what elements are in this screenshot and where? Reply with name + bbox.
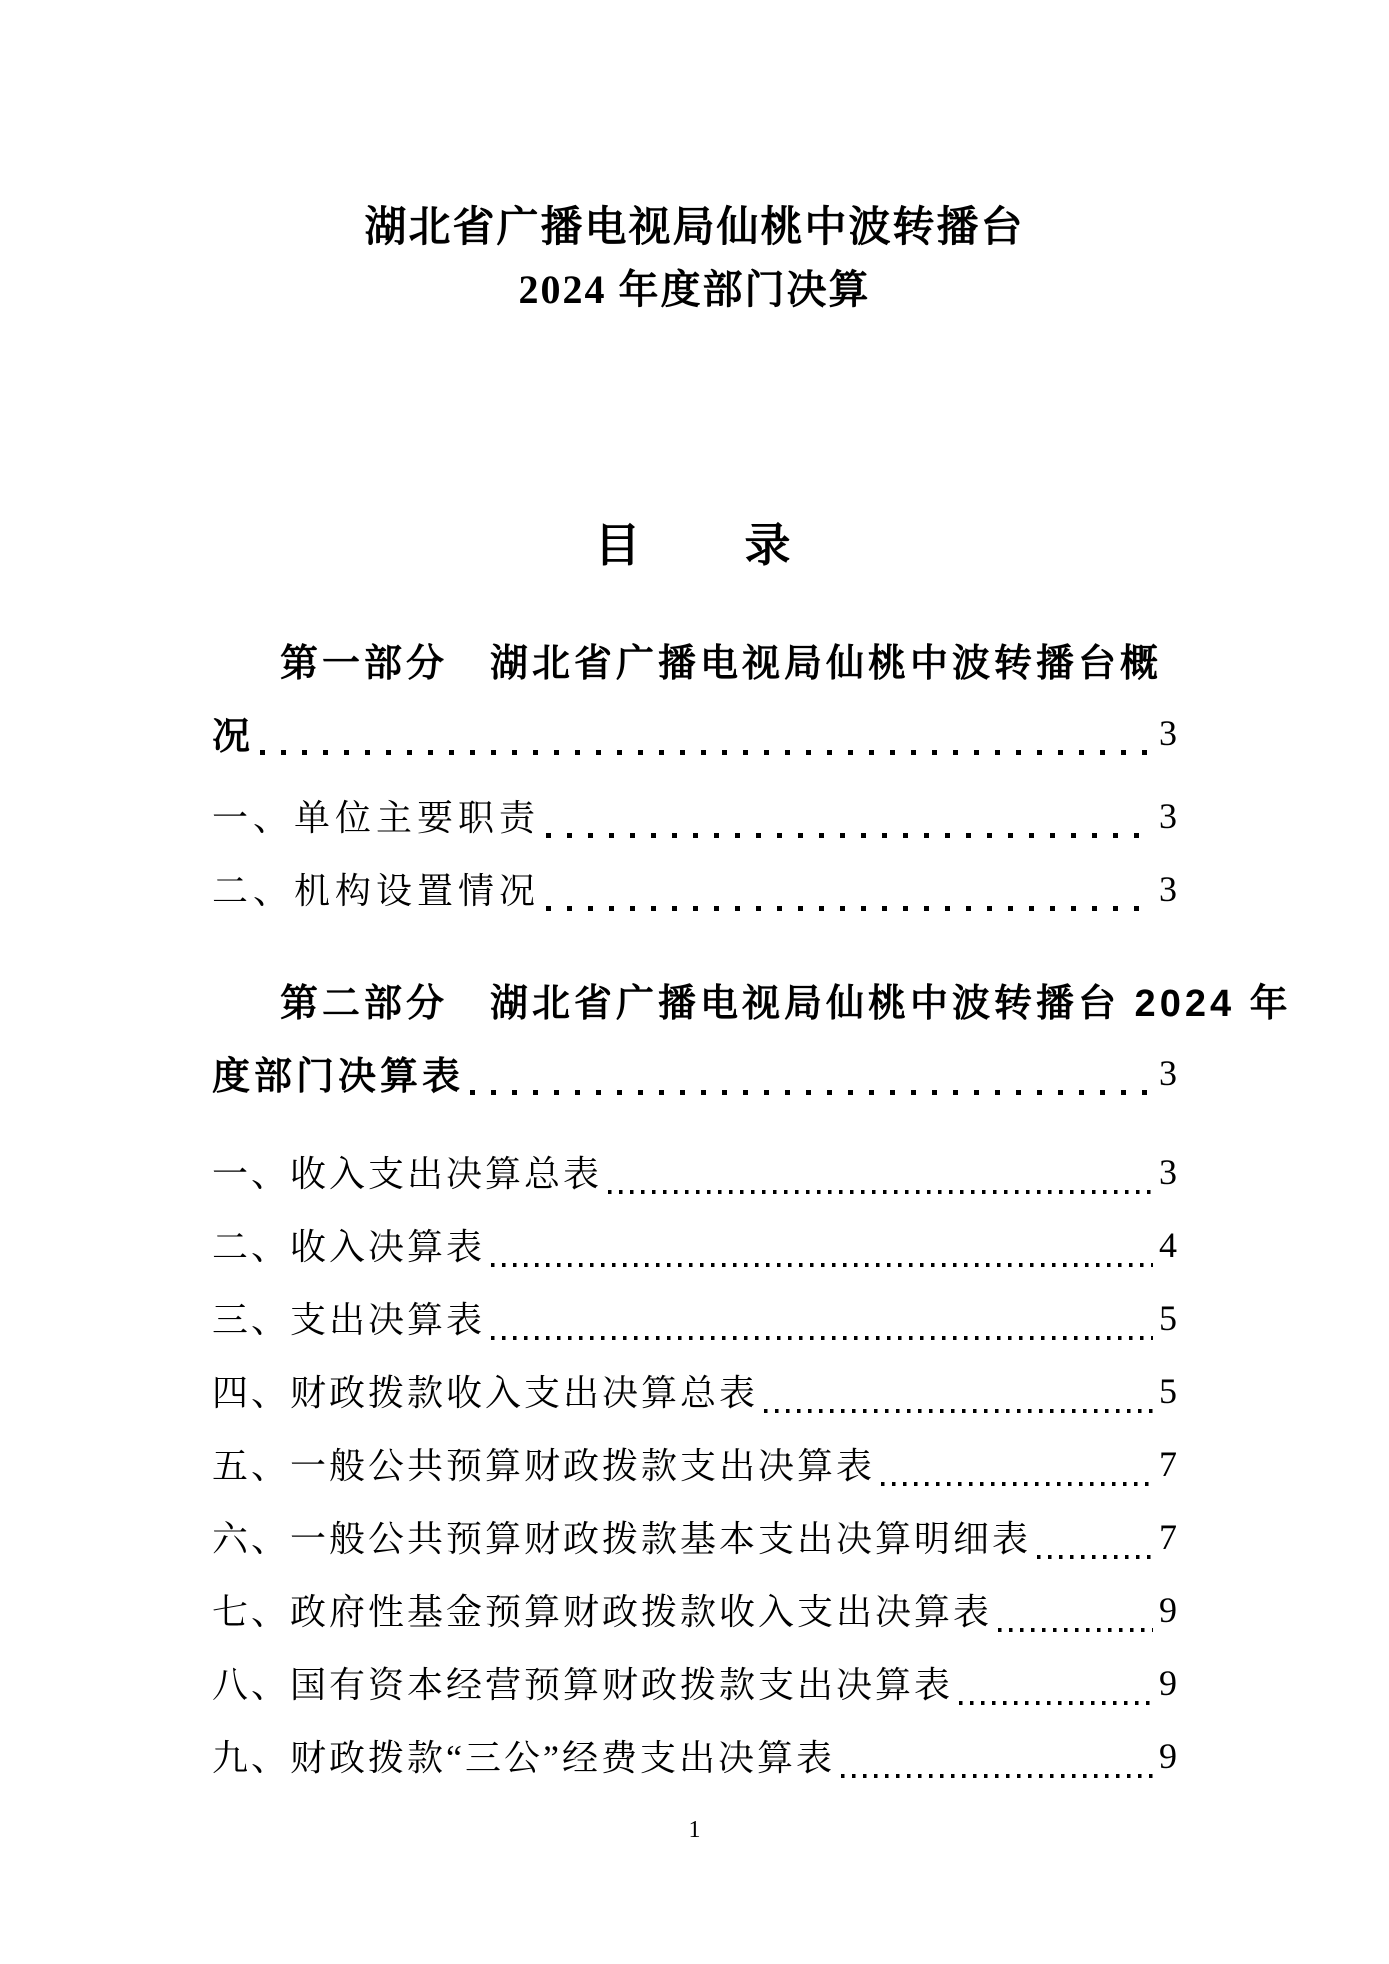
- toc-heading: 目 录: [594, 520, 795, 571]
- document-title-line1: 湖北省广播电视局仙桃中波转播台: [364, 205, 1025, 251]
- toc-item-page: 3: [1159, 795, 1177, 836]
- toc-part2-items: [212, 1135, 1177, 1792]
- toc-item: [212, 852, 1177, 925]
- toc-part2-heading-line1: 第二部分 湖北省广播电视局仙桃中波转播台 2024 年: [280, 983, 1292, 1025]
- toc-part1-heading-line1: 第一部分 湖北省广播电视局仙桃中波转播台概: [280, 643, 1163, 685]
- toc-item-page: 7: [1159, 1516, 1177, 1557]
- toc-part1-heading-row1: [212, 623, 1177, 696]
- dot-leader: [491, 1336, 1153, 1340]
- toc-item: [212, 1281, 1177, 1354]
- toc-part2-heading-line2: 度部门决算表: [212, 1056, 465, 1098]
- toc-item-page: 5: [1159, 1370, 1177, 1411]
- toc-item-page: 9: [1159, 1662, 1177, 1703]
- page-number-footer: 1: [688, 1817, 701, 1843]
- toc-item: [212, 1354, 1177, 1427]
- toc-item-page: 9: [1159, 1735, 1177, 1776]
- dot-leader: [764, 1409, 1153, 1413]
- dot-leader: [260, 750, 1153, 755]
- toc-part2-heading-row2: [212, 1036, 1177, 1109]
- toc-item-page: 7: [1159, 1443, 1177, 1484]
- dot-leader: [608, 1190, 1153, 1194]
- toc-part2: [212, 963, 1292, 1792]
- toc-item-page: 5: [1159, 1297, 1177, 1338]
- toc-part1-page-number: 3: [1159, 712, 1177, 753]
- toc-part2-page-number: 3: [1159, 1052, 1177, 1093]
- toc-item: [212, 1500, 1177, 1573]
- document-title-line2: 2024 年度部门决算: [518, 267, 871, 312]
- dot-leader: [998, 1628, 1153, 1632]
- dot-leader: [1037, 1555, 1153, 1559]
- toc-part1-heading-line2: 况: [212, 716, 255, 758]
- dot-leader: [881, 1482, 1153, 1486]
- table-of-contents: [212, 623, 1292, 1792]
- toc-item-label: 七、政府性基金预算财政拨款收入支出决算表: [212, 1592, 993, 1632]
- toc-item-label: 一、收入支出决算总表: [212, 1154, 603, 1194]
- toc-item-page: 3: [1159, 1151, 1177, 1192]
- toc-part1-heading-row2: [212, 696, 1177, 769]
- dot-leader: [959, 1701, 1153, 1705]
- toc-item-label: 二、收入决算表: [212, 1227, 486, 1267]
- toc-item: [212, 1135, 1177, 1208]
- toc-part1-items: [212, 779, 1177, 925]
- toc-item-label: 八、国有资本经营预算财政拨款支出决算表: [212, 1665, 954, 1705]
- toc-item: [212, 779, 1177, 852]
- toc-item-page: 3: [1159, 868, 1177, 909]
- toc-item-label: 五、一般公共预算财政拨款支出决算表: [212, 1446, 876, 1486]
- dot-leader: [841, 1774, 1153, 1778]
- toc-item-label: 四、财政拨款收入支出决算总表: [212, 1373, 759, 1413]
- toc-item-label: 九、财政拨款“三公”经费支出决算表: [212, 1738, 835, 1778]
- toc-item-label: 二、机构设置情况: [212, 871, 541, 911]
- toc-item-label: 一、单位主要职责: [212, 798, 541, 838]
- toc-item-page: 9: [1159, 1589, 1177, 1630]
- dot-leader: [546, 833, 1153, 838]
- toc-item: [212, 1427, 1177, 1500]
- toc-item-page: 4: [1159, 1224, 1177, 1265]
- toc-item-label: 六、一般公共预算财政拨款基本支出决算明细表: [212, 1519, 1032, 1559]
- toc-item: [212, 1719, 1177, 1792]
- toc-item: [212, 1573, 1177, 1646]
- toc-part2-heading-row1: [212, 963, 1292, 1036]
- toc-item-label: 三、支出决算表: [212, 1300, 486, 1340]
- dot-leader: [546, 906, 1153, 911]
- dot-leader: [491, 1263, 1153, 1267]
- toc-item: [212, 1646, 1177, 1719]
- dot-leader: [470, 1090, 1153, 1095]
- toc-item: [212, 1208, 1177, 1281]
- toc-part1: [212, 623, 1177, 925]
